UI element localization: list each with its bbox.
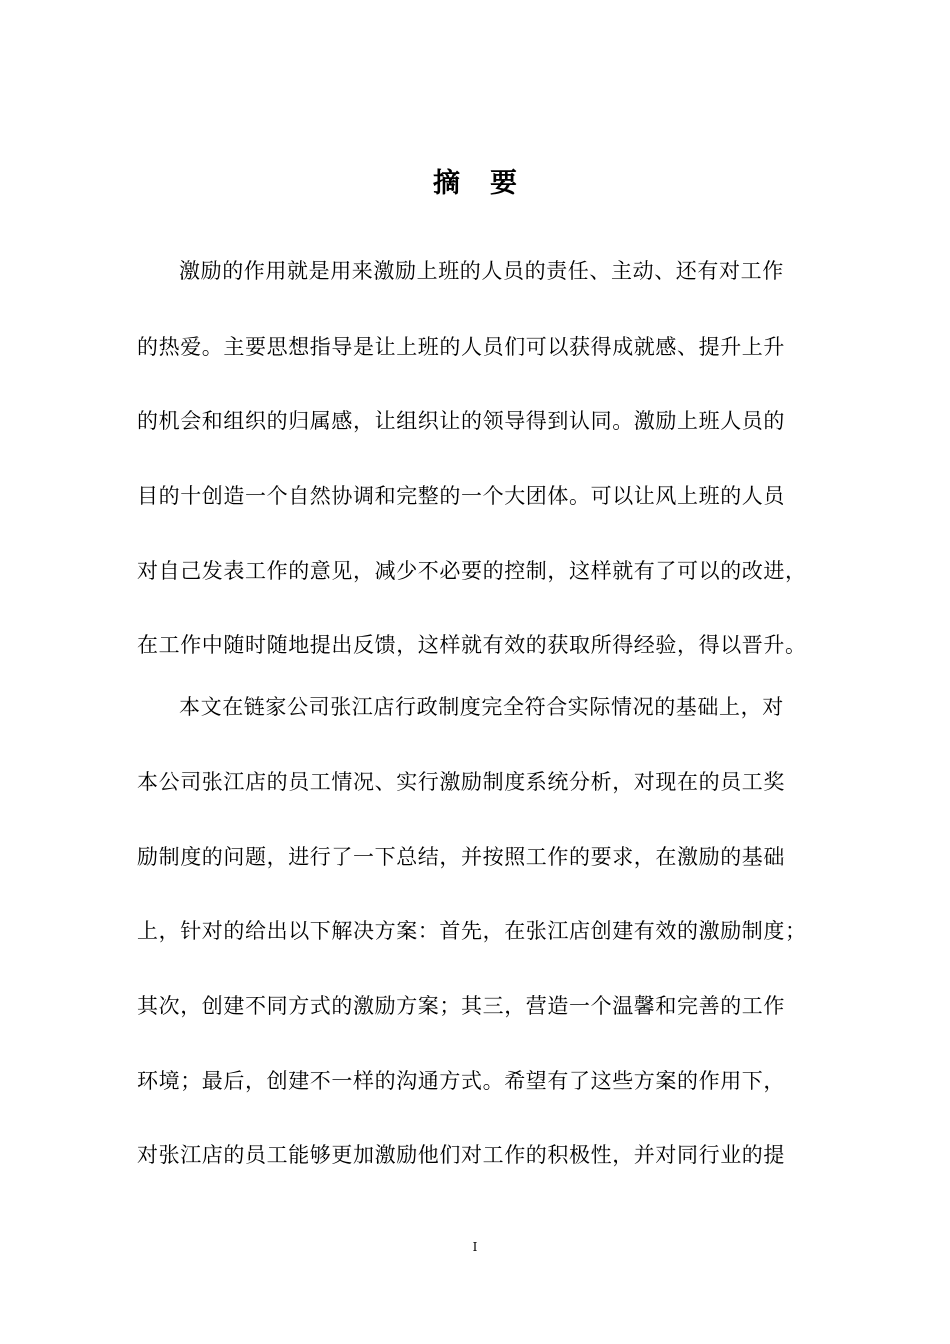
paragraph-2-line-4: 上，针对的给出以下解决方案：首先，在张江店创建有效的激励制度；	[137, 919, 807, 943]
paragraph-1-line-3: 的机会和组织的归属感，让组织让的领导得到认同。激励上班人员的	[137, 409, 785, 433]
title-char-1: 摘	[433, 168, 460, 199]
paragraph-2-line-3: 励制度的问题，进行了一下总结，并按照工作的要求，在激励的基础	[137, 845, 785, 869]
paragraph-2-line-1: 本文在链家公司张江店行政制度完全符合实际情况的基础上，对	[179, 695, 784, 719]
paragraph-1-line-1: 激励的作用就是用来激励上班的人员的责任、主动、还有对工作	[179, 259, 784, 283]
paragraph-2-line-7: 对张江店的员工能够更加激励他们对工作的积极性，并对同行业的提	[137, 1143, 785, 1167]
abstract-title	[0, 164, 950, 204]
title-char-2: 要	[490, 168, 517, 199]
paragraph-1-line-4: 目的十创造一个自然协调和完整的一个大团体。可以让风上班的人员	[137, 484, 785, 508]
paragraph-1-line-2: 的热爱。主要思想指导是让上班的人员们可以获得成就感、提升上升	[137, 335, 785, 359]
paragraph-2-line-6: 环境；最后，创建不一样的沟通方式。希望有了这些方案的作用下，	[137, 1069, 785, 1093]
paragraph-2-line-5: 其次，创建不同方式的激励方案；其三，营造一个温馨和完善的工作	[137, 994, 785, 1018]
paragraph-1-line-6: 在工作中随时随地提出反馈，这样就有效的获取所得经验，得以晋升。	[137, 633, 807, 657]
page-number: I	[472, 1240, 478, 1254]
paragraph-2-line-2: 本公司张江店的员工情况、实行激励制度系统分析，对现在的员工奖	[137, 770, 785, 794]
paragraph-1-line-5: 对自己发表工作的意见，减少不必要的控制，这样就有了可以的改进，	[137, 559, 807, 583]
